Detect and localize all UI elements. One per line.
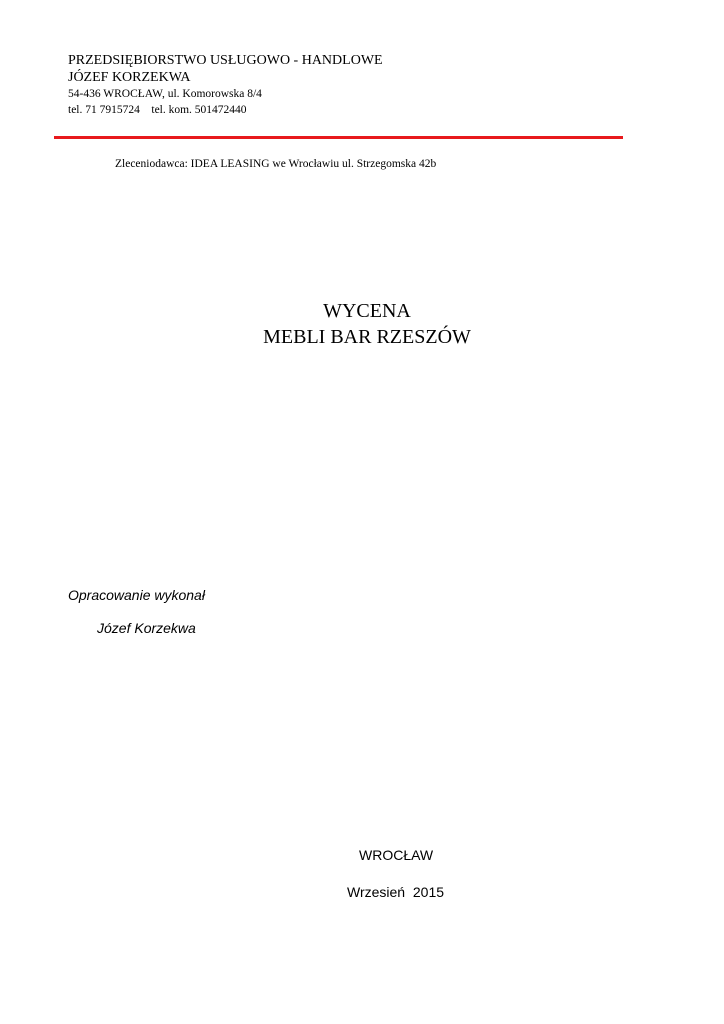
footer-date: Wrzesień 2015 — [347, 884, 445, 900]
company-phones: tel. 71 7915724 tel. kom. 501472440 — [68, 104, 247, 116]
header-divider — [54, 136, 623, 139]
company-name: PRZEDSIĘBIORSTWO USŁUGOWO - HANDLOWE — [68, 53, 383, 68]
company-address: 54-436 WROCŁAW, ul. Komorowska 8/4 — [68, 88, 262, 100]
author-label: Opracowanie wykonał — [68, 587, 205, 603]
title-line-2: MEBLI BAR RZESZÓW — [263, 326, 471, 348]
company-owner: JÓZEF KORZEKWA — [68, 70, 191, 85]
company-header — [68, 52, 383, 118]
title-line-1: WYCENA — [323, 300, 411, 322]
author-name: Józef Korzekwa — [97, 620, 196, 636]
client-line: Zleceniodawca: IDEA LEASING we Wrocławiu ul. Strzegomska 42b — [115, 158, 437, 170]
footer-city: WROCŁAW — [359, 847, 434, 863]
document-title — [0, 298, 724, 350]
